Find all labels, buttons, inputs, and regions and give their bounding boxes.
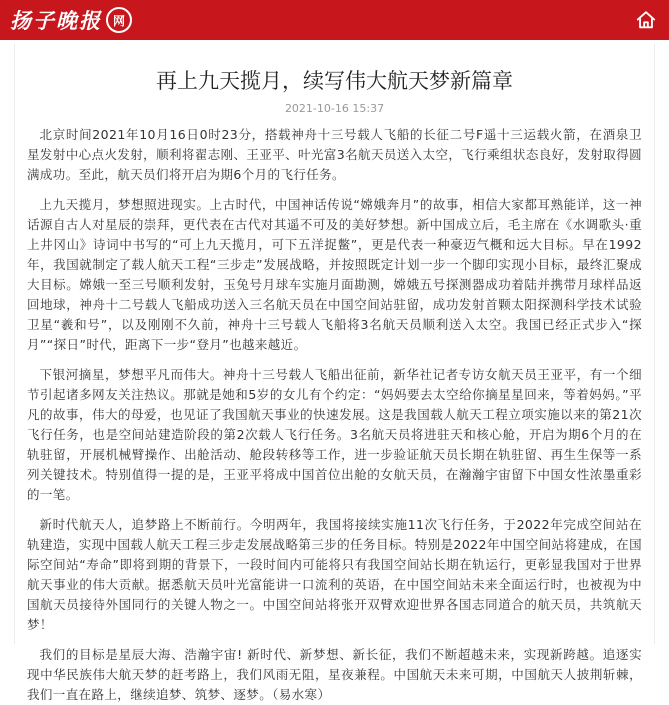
article-date: 2021-10-16 15:37 [284,102,385,115]
article-body [14,44,655,702]
site-logo[interactable] [10,5,132,35]
article-paragraph: 北京时间2021年10月16日0时23分，搭载神舟十三号载人飞船的长征二号F遥十三运载火箭，在酒泉卫星发射中心点火发射，顺利将翟志刚、王亚平、叶光富3名航天员送入太空，飞行乘组状态良好，发射取得圆满成功。至此，航天员们将开启为期6个月的飞行任务。 [27,127,642,182]
home-button[interactable] [635,9,657,31]
article-title: 再上九天揽月，续写伟大航天梦新篇章 [156,69,513,93]
article-paragraph: 下银河摘星，梦想平凡而伟大。神舟十三号载人飞船出征前，新华社记者专访女航天员王亚平，有一个细节引起诸多网友关注热议。那就是她和5岁的女儿有个约定：“妈妈要去太空给你摘星星回来，等着妈妈。”平凡的故事，伟大的母爱，也见证了我国航天事业的快速发展。这是我国载人航天工程立项实施以来的第21次飞行任务，也是空间站建造阶段的第2次载人飞行任务。3名航天员将进驻天和核心舱，开启为期6个月的在轨驻留，开展机械臂操作、出舱活动、舱段转移等工作，进一步验证航天员长期在轨驻留、再生生保等一系列关键技术。特别值得一提的是，王亚平将成中国首位出舱的女航天员，在瀚瀚宇宙留下中国女性浓墨重彩的一笔。 [27,367,642,502]
article-paragraph: 上九天揽月，梦想照进现实。上古时代，中国神话传说“嫦娥奔月”的故事，相信大家都耳熟能详，这一神话源自古人对星辰的崇拜，更代表在古代对其遥不可及的美好梦想。新中国成立后，毛主席在《水调歌头·重上井冈山》诗词中书写的“可上九天揽月，可下五洋捉鳖”，更是代表一种豪迈气概和远大目标。早在1992年，我国就制定了载人航天工程“三步走”发展战略，并按照既定计划一步一个脚印实现小目标，最终汇聚成大目标。嫦娥一至三号顺利发射，玉兔号月球车实施月面勘测，嫦娥五号探测器成功着陆并携带月球样品返回地球，神舟十二号载人飞船成功送入三名航天员在中国空间站驻留，成功发射首颗太阳探测科学技术试验卫星“羲和号”，以及刚刚不久前，神舟十三号载人飞船将3名航天员顺利送入太空。我国已经正式步入“探月”“探日”时代，距离下一步“登月”也越来越近。 [27,197,642,352]
logo-text: 扬子晚报 [10,8,102,33]
article-paragraph: 我们的目标是星辰大海、浩瀚宇宙! 新时代、新梦想、新长征，我们不断超越未来，实现新跨越。追逐实现中华民族伟大航天梦的赶考路上，我们风雨无阻，星夜兼程。中国航天未来可期，中国航天人披荆斩棘，我们一直在路上，继续追梦、筑梦、逐梦。（易水寒） [27,647,642,702]
home-icon [635,9,657,31]
site-header [0,0,669,40]
logo-badge: 网 [106,7,132,33]
article-paragraph: 新时代航天人，追梦路上不断前行。今明两年，我国将接续实施11次飞行任务，于2022年完成空间站在轨建造，实现中国载人航天工程三步走发展战略第三步的任务目标。特别是2022年中国空间站将建成，在国际空间站“寿命”即将到期的背景下，一段时间内可能将只有我国空间站长期在轨运行，更彰显我国对于世界航天事业的伟大贡献。据悉航天员叶光富能讲一口流利的英语，在中国空间站未来全面运行时，也被视为中国航天员接待外国同行的关键人物之一。中国空间站将张开双臂欢迎世界各国志同道合的航天员，共筑航天梦！ [27,517,642,632]
